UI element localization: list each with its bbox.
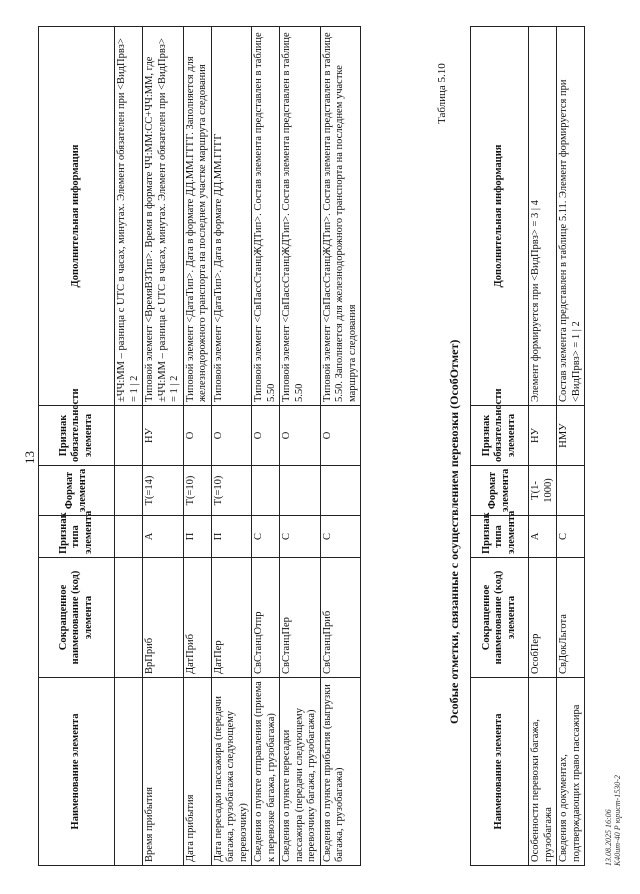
table-cell: НУ (529, 406, 557, 466)
table-cell: Типовой элемент <СвПассСтанцЖДТип>. Состав элемента представлен в таблице 5.50. Заполняется для железнодорожного транспорта на последнем участке маршрута следования (320, 27, 361, 406)
footer-signature: К40ит-40 Р юрист-1530-2 (613, 775, 622, 866)
table-cell: Сведения о пункте пересадки пассажира (передачи следующему перевозчику багажа, грузобагажа) (280, 678, 321, 866)
table-cell: О (280, 406, 321, 466)
table-cell: С (280, 516, 321, 558)
page-number: 13 (22, 451, 37, 464)
table-cell: Сведения о пункте прибытия (выгрузки багажа, грузобагажа) (320, 678, 361, 866)
table-cell: ДатПер (211, 558, 252, 678)
table-cell: T(1-1000) (529, 466, 557, 516)
table-row (252, 27, 280, 866)
table-cell: Элемент формируется при <ВидПрвз> = 3 | 4 (529, 27, 557, 406)
table-cell: Типовой элемент <ВремяВЗТип>. Время в формате ЧЧ:ММ:СС+ЧЧ:ММ, где ±ЧЧ:ММ – разница с UTC в часах, минутах. Элемент обязателен при <ВидПрвз> = 1 | 2 (143, 27, 184, 406)
header-cell: Наименование элемента (39, 678, 115, 866)
table-cell: А (143, 516, 184, 558)
table-row (529, 27, 557, 866)
header-cell: Признак типа элемента (39, 516, 115, 558)
table-cell: Сведения о пункте отправления (приема к перевозке багажа, грузобагажа) (252, 678, 280, 866)
table-row (183, 27, 211, 866)
table-cell: Дата прибытия (183, 678, 211, 866)
table-cell: Типовой элемент <ДатаТип>. Дата в формате ДД.ММ.ГГГГ (211, 27, 252, 406)
table-number: Таблица 5.10 (436, 63, 448, 124)
table-title: Особые отметки, связанные с осуществлением перевозки (ОсобОтмет) (447, 339, 461, 724)
table-cell (115, 678, 143, 866)
table-cell: П (183, 516, 211, 558)
header-cell: Признак обязательности элемента (471, 406, 529, 466)
header-cell: Сокращенное наименование (код) элемента (39, 558, 115, 678)
table-header-row (471, 27, 529, 866)
table-row (211, 27, 252, 866)
table-cell: С (252, 516, 280, 558)
table-cell (115, 516, 143, 558)
table-cell (320, 466, 361, 516)
table-header-row (39, 27, 115, 866)
table-cell (280, 466, 321, 516)
table-cell: СвСтанцОтпр (252, 558, 280, 678)
header-cell: Признак обязательности элемента (39, 406, 115, 466)
table-cell: О (211, 406, 252, 466)
table-cell: ОсобПер (529, 558, 557, 678)
header-cell: Сокращенное наименование (код) элемента (471, 558, 529, 678)
table-cell: Типовой элемент <СвПассСтанцЖДТип>. Состав элемента представлен в таблице 5.50 (252, 27, 280, 406)
table-cell: О (320, 406, 361, 466)
table-cell: T(=10) (211, 466, 252, 516)
special-notes-table (470, 26, 585, 866)
header-cell: Формат элемента (39, 466, 115, 516)
header-cell: Наименование элемента (471, 678, 529, 866)
table-cell: С (557, 516, 585, 558)
table-cell: ВрПриб (143, 558, 184, 678)
table-cell (115, 406, 143, 466)
table-cell: С (320, 516, 361, 558)
table-cell: Состав элемента представлен в таблице 5.11. Элемент формируется при <ВидПрвз> = 1 | 2 (557, 27, 585, 406)
table-cell (252, 466, 280, 516)
table-cell (115, 466, 143, 516)
header-cell: Формат элемента (471, 466, 529, 516)
table-cell: Типовой элемент <СвПассСтанцЖДТип>. Состав элемента представлен в таблице 5.50 (280, 27, 321, 406)
table-cell: П (211, 516, 252, 558)
table-cell: А (529, 516, 557, 558)
table-cell: Дата пересадки пассажира (передачи багажа, грузобагажа следующему перевозчику) (211, 678, 252, 866)
table-cell: Сведения о документах, подтверждающих право пассажира (557, 678, 585, 866)
table-row (115, 27, 143, 866)
header-cell: Признак типа элемента (471, 516, 529, 558)
table-row (320, 27, 361, 866)
table-cell: ДатПриб (183, 558, 211, 678)
table-cell: T(=10) (183, 466, 211, 516)
table-cell: СвСтанцПер (280, 558, 321, 678)
table-cell: НУ (143, 406, 184, 466)
table-row (557, 27, 585, 866)
table-cell (557, 466, 585, 516)
table-cell: Время прибытия (143, 678, 184, 866)
table-cell: T(=14) (143, 466, 184, 516)
footer-timestamp: 13.08.2025 16:06 (604, 809, 613, 866)
header-cell: Дополнительная информация (471, 27, 529, 406)
table-cell: ±ЧЧ:ММ – разница с UTC в часах, минутах. Элемент обязателен при <ВидПрвз> = 1 | 2 (115, 27, 143, 406)
table-cell: О (252, 406, 280, 466)
elements-table (38, 26, 361, 866)
table-row (143, 27, 184, 866)
table-cell: НМУ (557, 406, 585, 466)
table-cell: Типовой элемент <ДатаТип>. Дата в формате ДД.ММ.ГГГГ. Заполняется для железнодорожного транспорта на последнем участке маршрута следования (183, 27, 211, 406)
table-row (280, 27, 321, 866)
table-cell: СвДокЛьгота (557, 558, 585, 678)
print-footer (604, 775, 622, 866)
header-cell: Дополнительная информация (39, 27, 115, 406)
table-cell: О (183, 406, 211, 466)
table-cell: СвСтанцПриб (320, 558, 361, 678)
table-cell (115, 558, 143, 678)
table-cell: Особенности перевозки багажа, грузобагажа (529, 678, 557, 866)
